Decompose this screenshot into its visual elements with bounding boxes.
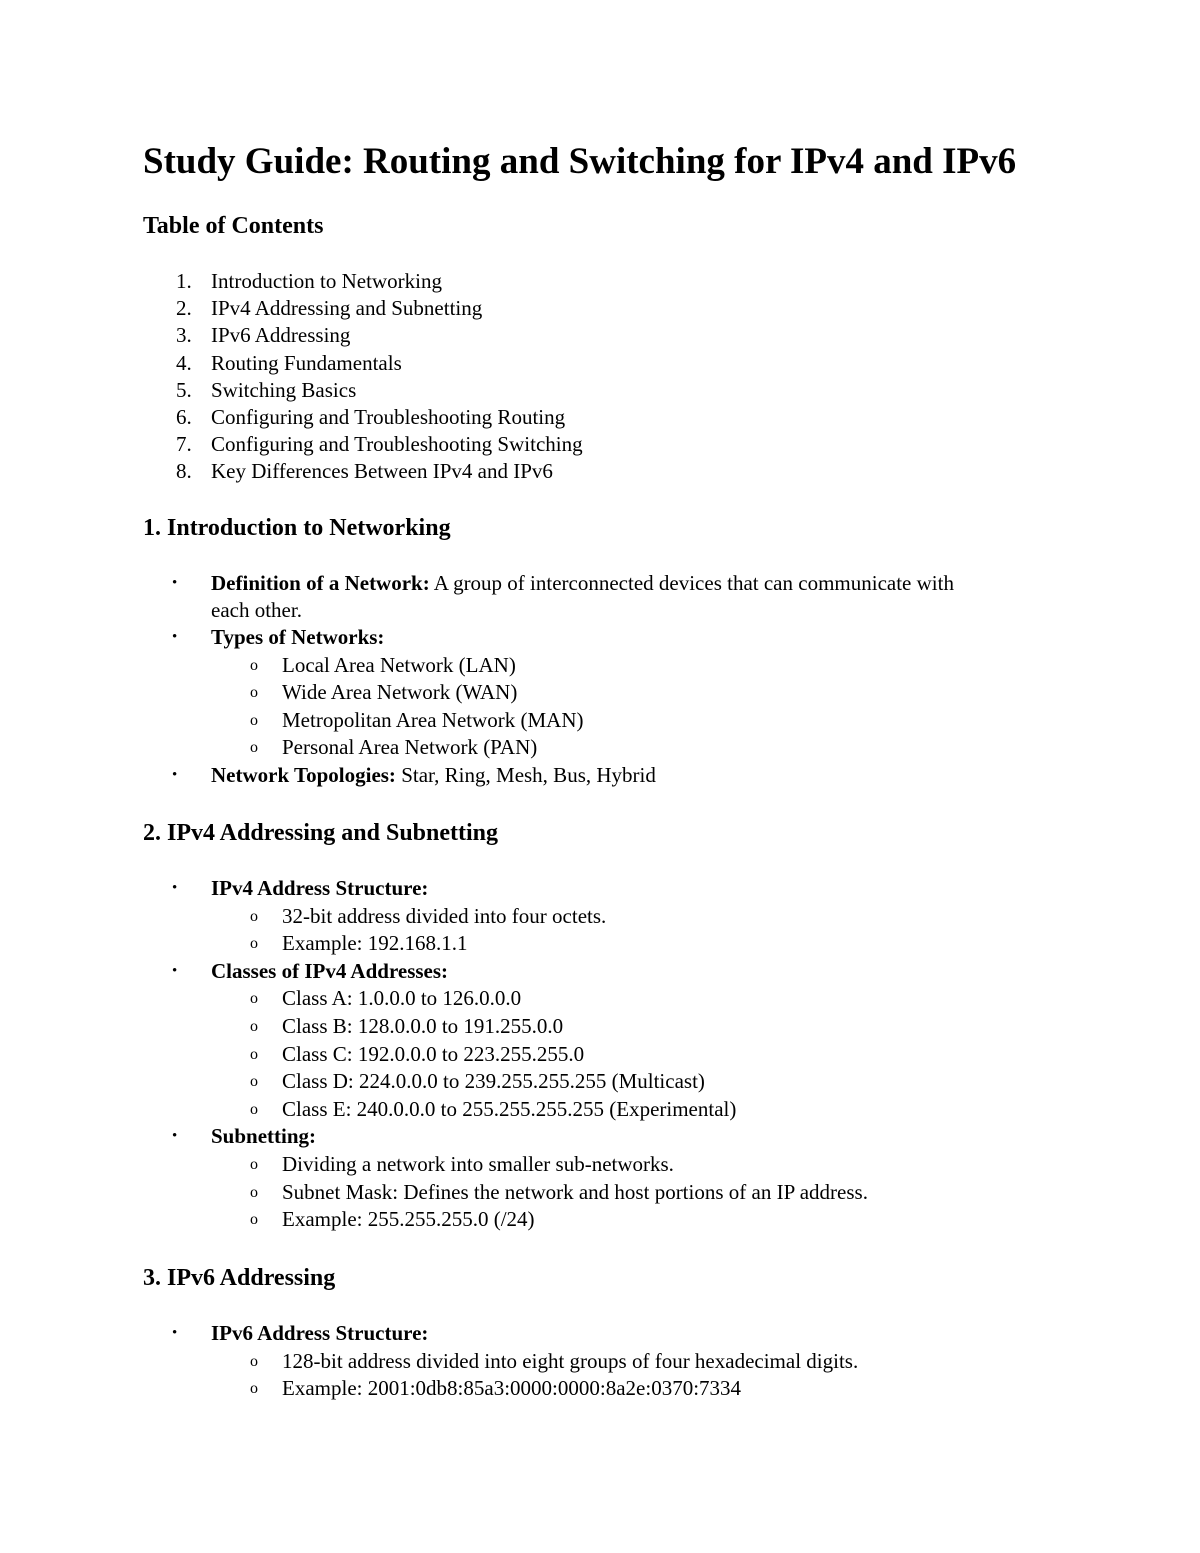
item-text-continuation: each other. xyxy=(211,598,302,622)
section-bullet-list xyxy=(0,1320,1200,1403)
sub-list-item xyxy=(0,679,1200,707)
toc-item-text: Configuring and Troubleshooting Switching xyxy=(211,432,583,457)
list-item xyxy=(0,570,1200,624)
sub-item-text: Metropolitan Area Network (MAN) xyxy=(282,707,584,732)
toc-item-text: IPv4 Addressing and Subnetting xyxy=(211,296,483,321)
section-heading: 3. IPv6 Addressing xyxy=(143,1265,336,1291)
sub-list-item xyxy=(0,734,1200,762)
toc-item-text: Configuring and Troubleshooting Routing xyxy=(211,404,566,429)
sub-item-text: Personal Area Network (PAN) xyxy=(282,735,538,760)
document-title: Study Guide: Routing and Switching for IPv4 and IPv6 xyxy=(143,141,1017,182)
toc-item-number: 2. xyxy=(176,296,192,321)
sub-bullet-icon: o xyxy=(250,1100,258,1118)
sub-list-item xyxy=(0,930,1200,958)
bullet-icon: • xyxy=(172,629,178,645)
toc-item-number: 3. xyxy=(176,323,192,348)
list-item xyxy=(0,875,1200,903)
sub-item-text: Class A: 1.0.0.0 to 126.0.0.0 xyxy=(282,986,522,1011)
sub-bullet-icon: o xyxy=(250,739,258,757)
section-bullet-list xyxy=(0,570,1200,790)
item-label: Types of Networks: xyxy=(211,625,385,649)
sub-item-text: Class E: 240.0.0.0 to 255.255.255.255 (Experimental) xyxy=(282,1096,737,1121)
sub-list-item xyxy=(0,1013,1200,1041)
sub-item-text: Example: 192.168.1.1 xyxy=(282,931,468,956)
sub-bullet-icon: o xyxy=(250,1352,258,1370)
item-label: Definition of a Network: xyxy=(211,571,430,595)
sub-list-item xyxy=(0,903,1200,931)
list-item xyxy=(0,1320,1200,1348)
bullet-icon: • xyxy=(172,880,178,896)
sub-bullet-icon: o xyxy=(250,1183,258,1201)
section-bullet-list xyxy=(0,875,1200,1234)
toc-item-number: 7. xyxy=(176,432,192,457)
sub-bullet-icon: o xyxy=(250,907,258,925)
toc-item-text: Switching Basics xyxy=(211,377,357,402)
bullet-icon: • xyxy=(172,575,178,591)
sub-bullet-icon: o xyxy=(250,684,258,702)
item-label: Classes of IPv4 Addresses: xyxy=(211,958,449,983)
sub-bullet-icon: o xyxy=(250,1073,258,1091)
toc-item-number: 5. xyxy=(176,377,192,402)
sub-bullet-icon: o xyxy=(250,990,258,1008)
sub-list-item xyxy=(0,1179,1200,1207)
sub-bullet-icon: o xyxy=(250,935,258,953)
sub-bullet-icon: o xyxy=(250,1211,258,1229)
sub-item-text: Class B: 128.0.0.0 to 191.255.0.0 xyxy=(282,1013,564,1038)
sub-bullet-icon: o xyxy=(250,656,258,674)
item-label: IPv4 Address Structure: xyxy=(211,876,429,900)
item-label: Network Topologies: xyxy=(211,762,396,787)
toc-item-text: Introduction to Networking xyxy=(211,269,442,293)
list-item xyxy=(0,958,1200,986)
sub-item-text: Subnet Mask: Defines the network and host portions of an IP address. xyxy=(282,1179,868,1204)
bullet-icon: • xyxy=(172,1325,178,1341)
section-heading: 1. Introduction to Networking xyxy=(143,515,451,541)
item-label: IPv6 Address Structure: xyxy=(211,1321,429,1345)
sub-list-item xyxy=(0,985,1200,1013)
toc-item-text: IPv6 Addressing xyxy=(211,323,351,348)
sub-list-item xyxy=(0,1375,1200,1403)
item-label: Subnetting: xyxy=(211,1124,317,1149)
list-item xyxy=(0,762,1200,790)
sub-item-text: Wide Area Network (WAN) xyxy=(282,680,518,705)
list-item xyxy=(0,1123,1200,1151)
sub-list-item xyxy=(0,1151,1200,1179)
bullet-icon: • xyxy=(172,1128,178,1145)
sub-bullet-icon: o xyxy=(250,1017,258,1035)
sub-item-text: 128-bit address divided into eight groups of four hexadecimal digits. xyxy=(282,1348,859,1373)
toc-item-number: 6. xyxy=(176,404,192,429)
toc-item-text: Routing Fundamentals xyxy=(211,350,402,375)
sub-item-text: Class C: 192.0.0.0 to 223.255.255.0 xyxy=(282,1041,585,1066)
sub-item-text: Example: 255.255.255.0 (/24) xyxy=(282,1207,535,1232)
sub-item-text: Dividing a network into smaller sub-networks. xyxy=(282,1151,674,1176)
sub-item-text: Class D: 224.0.0.0 to 239.255.255.255 (Multicast) xyxy=(282,1069,705,1094)
sub-list-item xyxy=(0,1068,1200,1096)
toc-item-number: 8. xyxy=(176,459,192,484)
toc-heading: Table of Contents xyxy=(143,213,324,239)
sub-list-item xyxy=(0,707,1200,735)
sub-bullet-icon: o xyxy=(250,1380,258,1398)
bullet-icon: • xyxy=(172,962,178,979)
section-heading: 2. IPv4 Addressing and Subnetting xyxy=(143,820,499,846)
sub-list-item xyxy=(0,1096,1200,1124)
item-text: A group of interconnected devices that can communicate with xyxy=(429,571,954,595)
sub-list-item xyxy=(0,1041,1200,1069)
item-text: Star, Ring, Mesh, Bus, Hybrid xyxy=(395,762,656,787)
sub-item-text: Example: 2001:0db8:85a3:0000:0000:8a2e:0370:7334 xyxy=(282,1376,742,1401)
sub-item-text: 32-bit address divided into four octets. xyxy=(282,903,607,928)
bullet-icon: • xyxy=(172,766,178,783)
toc-item-number: 1. xyxy=(176,269,192,293)
sub-bullet-icon: o xyxy=(250,711,258,729)
sub-list-item xyxy=(0,652,1200,680)
sub-list-item xyxy=(0,1206,1200,1234)
toc-item-number: 4. xyxy=(176,350,192,375)
sub-item-text: Local Area Network (LAN) xyxy=(282,652,516,677)
sub-list-item xyxy=(0,1348,1200,1376)
list-item xyxy=(0,624,1200,652)
toc-item-text: Key Differences Between IPv4 and IPv6 xyxy=(211,459,553,484)
sub-bullet-icon: o xyxy=(250,1155,258,1173)
sub-bullet-icon: o xyxy=(250,1045,258,1063)
